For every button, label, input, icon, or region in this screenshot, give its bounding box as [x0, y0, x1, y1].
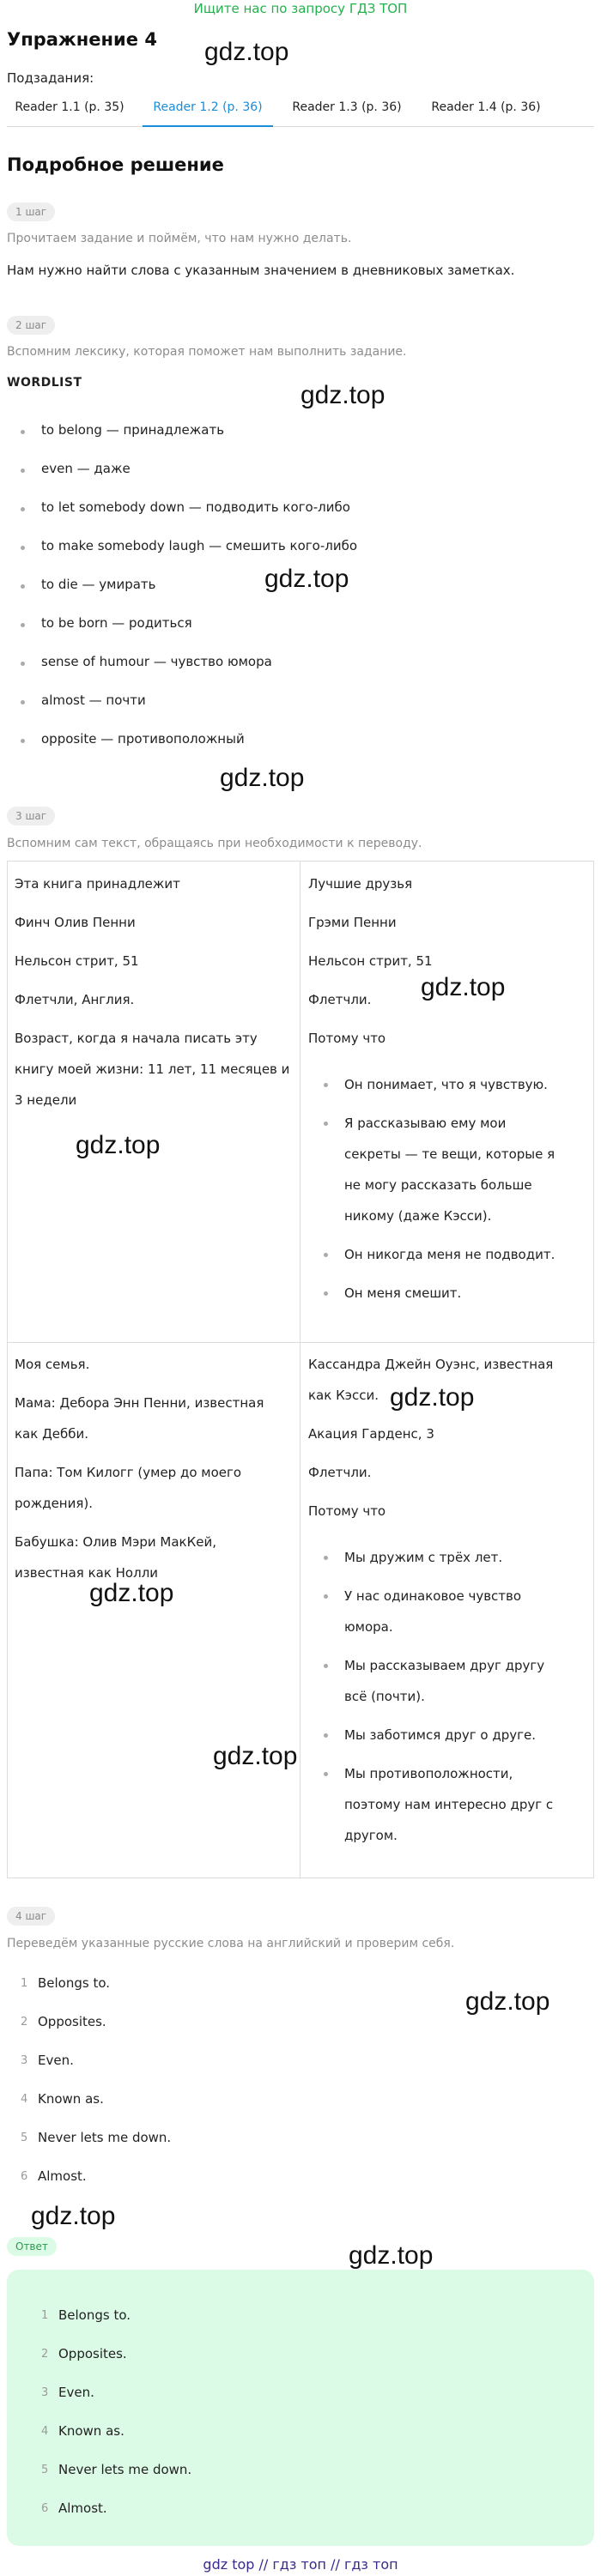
- wordlist-item: to die — умирать: [41, 577, 156, 592]
- table-cell-text: Возраст, когда я начала писать эту: [15, 1031, 258, 1046]
- table-cell-text: как Дебби.: [15, 1426, 89, 1442]
- list-number: 5: [21, 2132, 28, 2144]
- table-cell-text: Акация Гарденс, 3: [308, 1426, 434, 1442]
- list-bullet: [324, 1772, 328, 1776]
- watermark: gdz.top: [220, 764, 305, 792]
- answer-item: Opposites.: [58, 2346, 127, 2361]
- step-badge: 2 шаг: [7, 316, 55, 335]
- table-cell-text: Флетчли.: [308, 1465, 372, 1480]
- table-cell-text: Мы заботимся друг о друге.: [344, 1727, 537, 1743]
- answer-box: [7, 2270, 594, 2546]
- list-number: 6: [21, 2170, 28, 2183]
- table-cell-text: У нас одинаковое чувство: [344, 1588, 522, 1604]
- wordlist-item: to belong — принадлежать: [41, 422, 225, 438]
- list-bullet: [21, 546, 25, 550]
- table-cell-text: Флетчли.: [308, 992, 372, 1007]
- table-cell-text: Мы противоположности,: [344, 1766, 513, 1781]
- table-cell-text: как Кэсси.: [308, 1388, 379, 1403]
- watermark: gdz.top: [349, 2241, 434, 2270]
- table-cell-text: Лучшие друзья: [308, 876, 413, 892]
- table-cell-text: юмора.: [344, 1619, 393, 1635]
- tab-reader-1-3[interactable]: Reader 1.3 (p. 36): [292, 100, 402, 114]
- footer-links[interactable]: gdz top // гдз топ // гдз топ: [203, 2556, 398, 2573]
- section-title: Подробное решение: [7, 154, 224, 175]
- list-number: 4: [41, 2425, 49, 2438]
- list-number: 3: [41, 2386, 49, 2399]
- answer-item: Even.: [38, 2053, 74, 2068]
- page-title: Упражнение 4: [7, 29, 157, 50]
- list-number: 4: [21, 2093, 28, 2106]
- table-cell-text: другом.: [344, 1828, 398, 1843]
- table-cell-text: Он меня смешит.: [344, 1285, 462, 1301]
- list-bullet: [21, 623, 25, 627]
- list-bullet: [21, 700, 25, 704]
- answer-item: Belongs to.: [38, 1975, 111, 1991]
- list-number: 2: [41, 2348, 49, 2361]
- table-cell-text: Я рассказываю ему мои: [344, 1116, 507, 1131]
- step-badge: 3 шаг: [7, 807, 55, 825]
- answer-badge: Ответ: [7, 2237, 57, 2256]
- watermark: gdz.top: [421, 973, 506, 1001]
- wordlist-item: almost — почти: [41, 692, 146, 708]
- step-hint: Переведём указанные русские слова на английский и проверим себя.: [7, 1937, 455, 1950]
- answer-item: Almost.: [38, 2168, 87, 2184]
- table-cell-text: Мы рассказываем друг другу: [344, 1658, 545, 1673]
- list-number: 1: [21, 1977, 28, 1990]
- list-bullet: [21, 430, 25, 434]
- watermark: gdz.top: [465, 1987, 550, 2016]
- table-cell-text: Мы дружим с трёх лет.: [344, 1550, 503, 1565]
- list-bullet: [21, 739, 25, 743]
- table-cell-text: Эта книга принадлежит: [15, 876, 180, 892]
- table-cell-text: Он никогда меня не подводит.: [344, 1247, 555, 1262]
- watermark: gdz.top: [213, 1742, 298, 1770]
- step-text: Нам нужно найти слова с указанным значением в дневниковых заметках.: [7, 263, 515, 278]
- table-cell-text: Моя семья.: [15, 1357, 90, 1372]
- table-cell-text: всё (почти).: [344, 1689, 425, 1704]
- list-bullet: [324, 1122, 328, 1126]
- tab-reader-1-2[interactable]: Reader 1.2 (p. 36): [143, 93, 273, 127]
- wordlist-item: to be born — родиться: [41, 615, 192, 631]
- list-bullet: [21, 469, 25, 473]
- list-bullet: [324, 1253, 328, 1257]
- wordlist-item: to let somebody down — подводить кого-либо: [41, 499, 350, 515]
- table-cell-text: Нельсон стрит, 51: [15, 953, 139, 969]
- tab-reader-1-1[interactable]: Reader 1.1 (p. 35): [15, 100, 124, 114]
- list-number: 5: [41, 2464, 49, 2476]
- tab-reader-1-4[interactable]: Reader 1.4 (p. 36): [431, 100, 541, 114]
- table-cell-text: Кассандра Джейн Оуэнс, известная: [308, 1357, 554, 1372]
- list-number: 2: [21, 2016, 28, 2029]
- answer-item: Opposites.: [38, 2014, 106, 2029]
- table-cell-text: известная как Нолли: [15, 1565, 159, 1581]
- step-hint: Вспомним лексику, которая поможет нам выполнить задание.: [7, 345, 407, 359]
- watermark: gdz.top: [390, 1383, 475, 1412]
- table-cell-text: Потому что: [308, 1503, 386, 1519]
- answer-item: Almost.: [58, 2500, 107, 2516]
- table-cell-text: Флетчли, Англия.: [15, 992, 135, 1007]
- subtasks-label: Подзадания:: [7, 70, 94, 86]
- list-bullet: [21, 662, 25, 666]
- list-bullet: [21, 584, 25, 589]
- table-cell-text: Он понимает, что я чувствую.: [344, 1077, 548, 1092]
- wordlist-item: to make somebody laugh — смешить кого-либо: [41, 538, 357, 553]
- table-cell-text: Папа: Том Килогг (умер до моего: [15, 1465, 242, 1480]
- step-badge: 1 шаг: [7, 203, 55, 221]
- wordlist-item: even — даже: [41, 461, 131, 476]
- watermark: gdz.top: [204, 38, 289, 66]
- list-bullet: [324, 1291, 328, 1296]
- list-bullet: [324, 1664, 328, 1668]
- diary-table: [7, 861, 594, 1878]
- step-badge: 4 шаг: [7, 1907, 55, 1926]
- watermark: gdz.top: [264, 565, 349, 593]
- list-bullet: [324, 1594, 328, 1599]
- wordlist-item: opposite — противоположный: [41, 731, 245, 747]
- list-bullet: [324, 1733, 328, 1738]
- table-cell-text: секреты — те вещи, которые я: [344, 1146, 555, 1162]
- watermark: gdz.top: [76, 1131, 161, 1159]
- answer-item: Never lets me down.: [38, 2130, 172, 2145]
- table-cell-text: Грэми Пенни: [308, 915, 397, 930]
- table-cell-text: не могу рассказать больше: [344, 1177, 532, 1193]
- table-cell-text: поэтому нам интересно друг с: [344, 1797, 554, 1812]
- watermark: gdz.top: [300, 381, 385, 409]
- watermark: gdz.top: [89, 1579, 174, 1607]
- table-cell-text: 3 недели: [15, 1092, 77, 1108]
- table-cell-text: Финч Олив Пенни: [15, 915, 136, 930]
- answer-item: Even.: [58, 2385, 94, 2400]
- table-cell-text: никому (даже Кэсси).: [344, 1208, 492, 1224]
- answer-item: Known as.: [58, 2423, 124, 2439]
- table-cell-text: книгу моей жизни: 11 лет, 11 месяцев и: [15, 1061, 290, 1077]
- top-banner[interactable]: Ищите нас по запросу ГДЗ ТОП: [193, 1, 408, 16]
- wordlist-heading: WORDLIST: [7, 376, 82, 390]
- list-number: 3: [21, 2054, 28, 2067]
- answer-item: Belongs to.: [58, 2307, 131, 2323]
- answer-item: Never lets me down.: [58, 2462, 192, 2477]
- list-bullet: [324, 1083, 328, 1087]
- watermark: gdz.top: [31, 2202, 116, 2230]
- table-cell-text: Бабушка: Олив Мэри МакКей,: [15, 1534, 216, 1550]
- table-cell-text: рождения).: [15, 1496, 94, 1511]
- list-number: 1: [41, 2309, 49, 2322]
- table-cell-text: Нельсон стрит, 51: [308, 953, 433, 969]
- step-hint: Прочитаем задание и поймём, что нам нужно делать.: [7, 232, 352, 245]
- answer-item: Known as.: [38, 2091, 104, 2107]
- step-hint: Вспомним сам текст, обращаясь при необходимости к переводу.: [7, 837, 422, 850]
- subtask-tabs: [7, 93, 594, 127]
- table-cell-text: Мама: Дебора Энн Пенни, известная: [15, 1395, 264, 1411]
- list-bullet: [324, 1556, 328, 1560]
- wordlist-item: sense of humour — чувство юмора: [41, 654, 272, 669]
- list-bullet: [21, 507, 25, 511]
- list-number: 6: [41, 2502, 49, 2515]
- table-cell-text: Потому что: [308, 1031, 386, 1046]
